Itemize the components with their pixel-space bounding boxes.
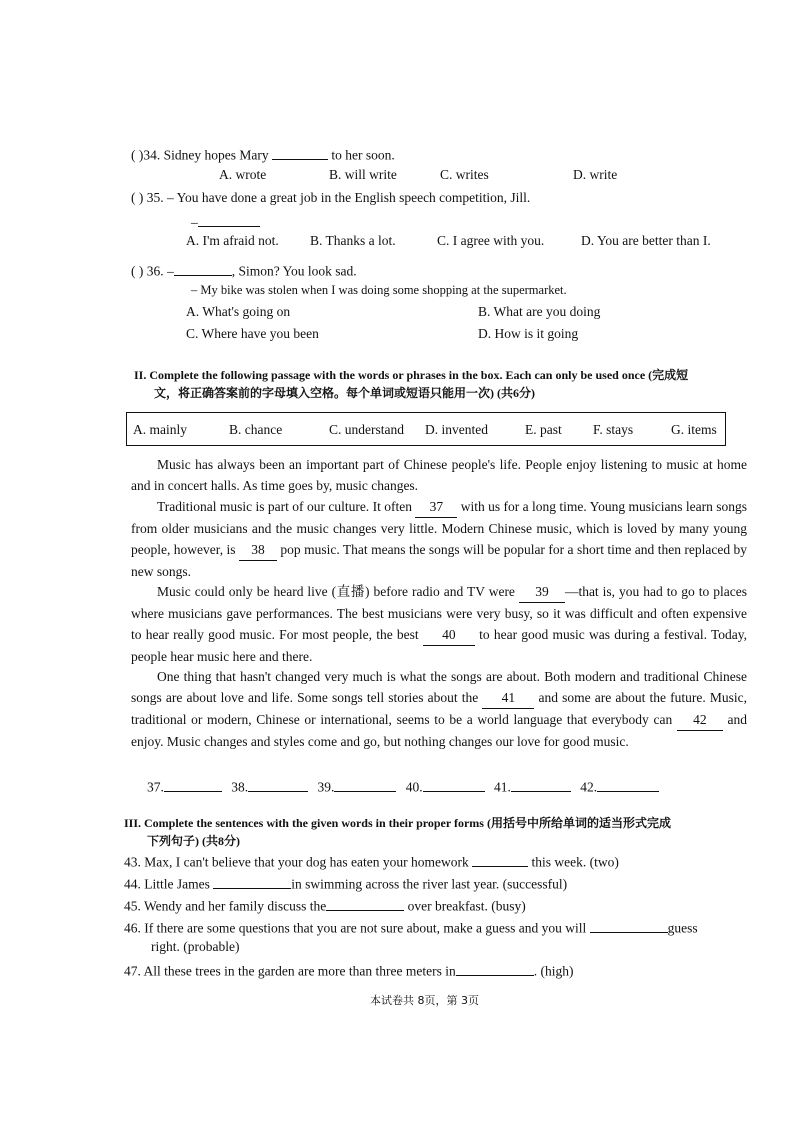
q36-stem: ( ) 36. – , Simon? You look sad. (131, 261, 357, 280)
word-box (126, 412, 726, 446)
q45: 45. Wendy and her family discuss the over breakfast. (busy) (124, 896, 526, 915)
passage-paragraph-4: One thing that hasn't changed very much is what the songs are about. Both modern and traditional Chinese songs are about love and life. Some songs tell stories about the 41 and some are about the future. Music, traditional or modern, Chinese or international, seems to be a world language that everybody can 42 and enjoy. Music changes and styles come and go, but nothing changes our love for good music. (131, 669, 748, 749)
q44-blank[interactable] (213, 874, 291, 889)
q47: 47. All these trees in the garden are more than three meters in . (high) (124, 961, 574, 980)
answer-40-label: 40. (405, 779, 423, 795)
word-option-d: D. invented (425, 422, 488, 437)
answer-41-blank[interactable] (511, 777, 571, 792)
blank-40[interactable]: 40 (423, 624, 475, 646)
q36-option-a: A. What's going on (186, 304, 291, 319)
q43-blank[interactable] (472, 852, 528, 867)
word-option-c: C. understand (329, 422, 404, 437)
q35-option-c: C. I agree with you. (437, 233, 545, 248)
answer-42-blank[interactable] (597, 777, 659, 792)
answer-line (147, 777, 659, 796)
section3-heading-line1: III. Complete the sentences with the given words in their proper forms (用括号中所给单词的适当形式完成 (124, 816, 671, 830)
q44: 44. Little James in swimming across the river last year. (successful) (124, 874, 567, 893)
word-option-g: G. items (671, 422, 717, 437)
q36-reply: – My bike was stolen when I was doing some shopping at the supermarket. (191, 283, 567, 297)
q47-blank[interactable] (456, 961, 534, 976)
blank-42[interactable]: 42 (677, 709, 723, 731)
q35-stem: ( ) 35. – You have done a great job in the English speech competition, Jill. (131, 190, 531, 205)
q35-option-b: B. Thanks a lot. (310, 233, 396, 248)
answer-39-blank[interactable] (334, 777, 396, 792)
answer-41-label: 41. (494, 779, 511, 795)
section2-heading-line2: 文，将正确答案前的字母填入空格。每个单词或短语只能用一次) (共6分) (154, 386, 535, 400)
q35-option-d: D. You are better than I. (581, 233, 711, 248)
q35-blank[interactable] (198, 212, 260, 227)
q46-blank[interactable] (590, 918, 668, 933)
q36-blank[interactable] (174, 261, 232, 276)
word-option-f: F. stays (593, 422, 634, 437)
answer-40-blank[interactable] (423, 777, 485, 792)
q46-continued: right. (probable) (151, 939, 240, 954)
answer-42-label: 42. (580, 779, 598, 795)
word-option-a: A. mainly (133, 422, 187, 437)
q34-option-b: B. will write (329, 167, 397, 182)
q36-option-c: C. Where have you been (186, 326, 319, 341)
q43: 43. Max, I can't believe that your dog has eaten your homework this week. (two) (124, 852, 619, 871)
q46: 46. If there are some questions that you are not sure about, make a guess and you will guess (124, 918, 698, 937)
page-footer: 本试卷共 8页，第 3页 (370, 994, 479, 1007)
q36-option-d: D. How is it going (478, 326, 579, 341)
passage-paragraph-1: Music has always been an important part of Chinese people's life. People enjoy listening to music at home and in concert halls. As time goes by, music changes. (131, 457, 747, 493)
passage-paragraph-3: Music could only be heard live (直播) before radio and TV were 39 —that is, you had to go to places where musicians gave performances. The best musicians were very busy, so it was difficult and often expensive to hear really good music. For most people, the best 40 to hear good music was during a festival. Today, people hear music here and there. (131, 581, 747, 667)
q36-option-b: B. What are you doing (478, 304, 601, 319)
q34-blank[interactable] (272, 145, 328, 160)
blank-37[interactable]: 37 (415, 496, 457, 518)
q34-option-a: A. wrote (219, 167, 267, 182)
q34-stem: ( )34. Sidney hopes Mary to her soon. (131, 145, 395, 164)
blank-39[interactable]: 39 (519, 581, 565, 603)
q45-blank[interactable] (326, 896, 404, 911)
word-option-e: E. past (525, 422, 562, 437)
answer-38-label: 38. (231, 779, 249, 795)
q34-option-d: D. write (573, 167, 618, 182)
section2-heading-line1: II. Complete the following passage with the words or phrases in the box. Each can only be used once (完成短 (134, 368, 689, 382)
section3-heading-line2: 下列句子) (共8分) (147, 834, 240, 848)
passage-paragraph-2: Traditional music is part of our culture. It often 37 with us for a long time. Young musicians learn songs from older musicians and the music changes very little. Modern Chinese music, which is loved by many young people, however, is 38 pop music. That means the songs will be popular for a short time and then replaced by new songs. (131, 496, 747, 582)
answer-37-blank[interactable] (164, 777, 222, 792)
q35-option-a: A. I'm afraid not. (186, 233, 279, 248)
blank-38[interactable]: 38 (239, 539, 277, 561)
q34-option-c: C. writes (440, 167, 489, 182)
answer-38-blank[interactable] (248, 777, 308, 792)
q35-reply: – (191, 212, 260, 231)
word-option-b: B. chance (229, 422, 283, 437)
answer-39-label: 39. (317, 779, 335, 795)
blank-41[interactable]: 41 (482, 687, 534, 709)
answer-37-label: 37. (147, 779, 164, 795)
